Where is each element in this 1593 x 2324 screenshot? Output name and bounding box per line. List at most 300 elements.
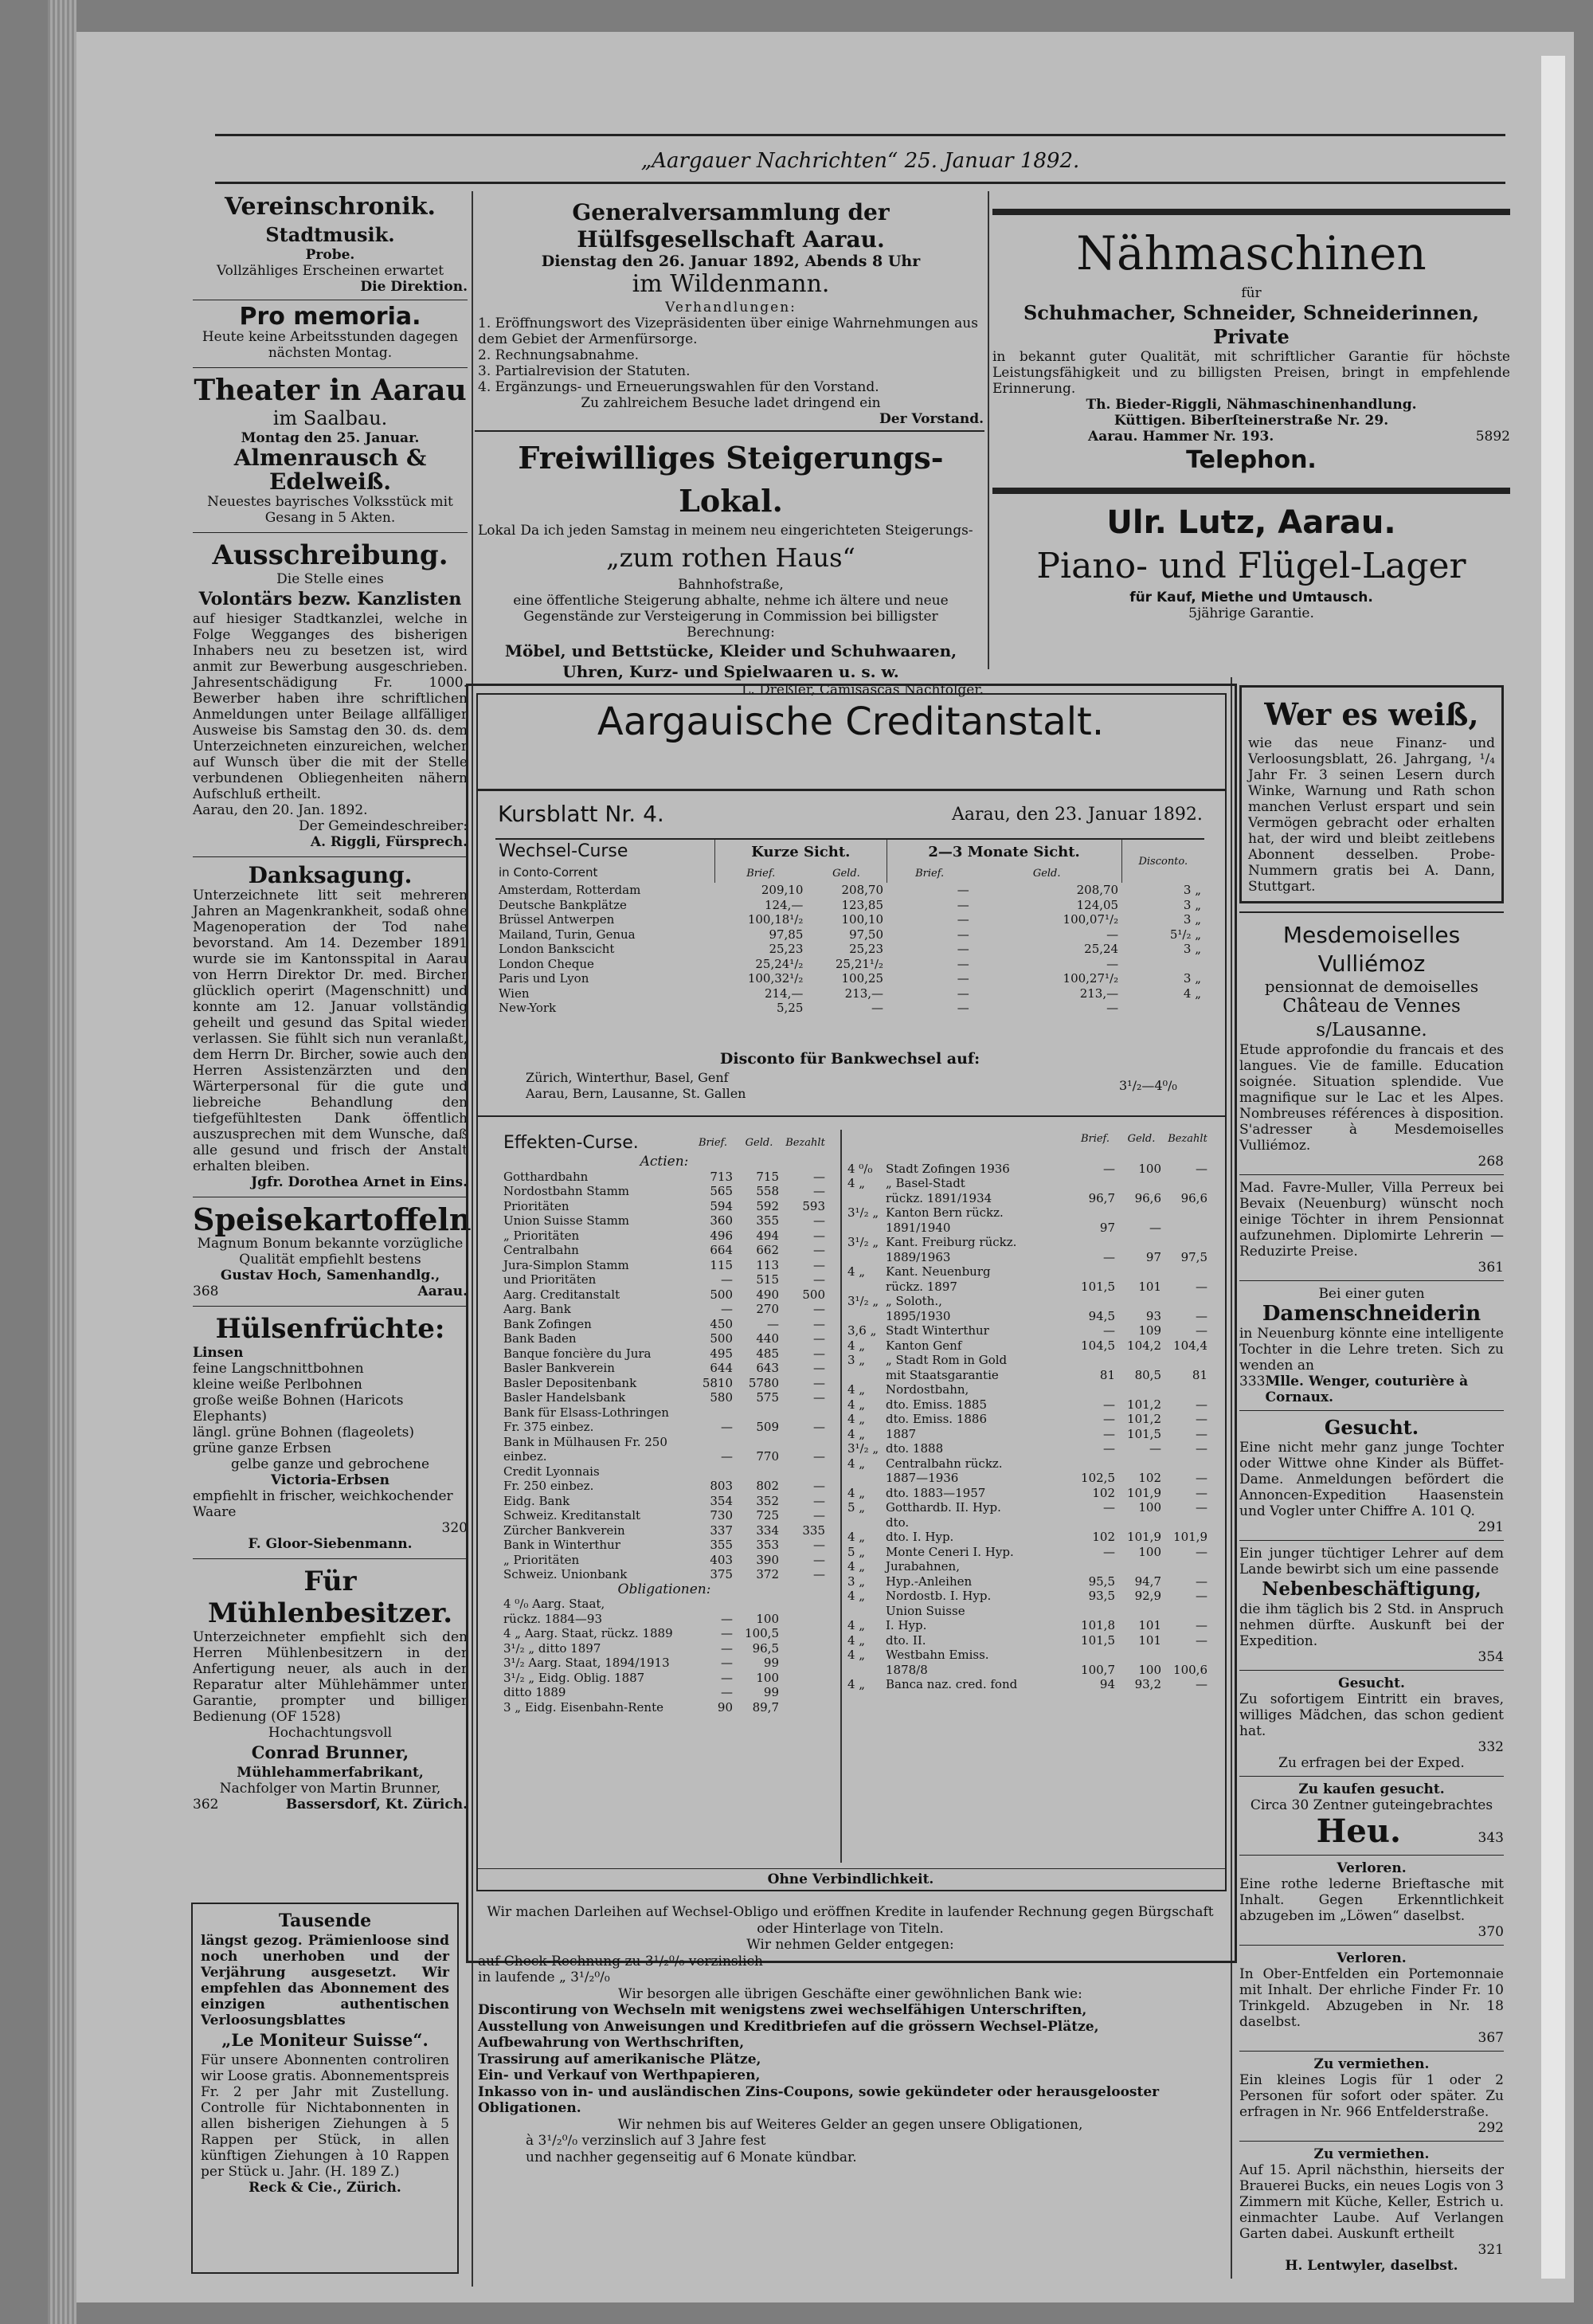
- aktien-row-cell: 490: [756, 1287, 779, 1302]
- effekten-right-row-cell: 80,5: [1134, 1367, 1161, 1382]
- wechsel-row-cell: 213,—: [1079, 986, 1119, 1001]
- aktien-row-cell: 375: [710, 1567, 733, 1581]
- wechsel-row-cell: —: [957, 986, 969, 1001]
- effekten-right-row-cell: 92,9: [1134, 1589, 1161, 1603]
- effekten-right-row-cell: 101,5: [1081, 1632, 1115, 1648]
- lutz-text: für Kauf, Miethe und Umtausch.: [1129, 590, 1373, 605]
- separator: [476, 1868, 1225, 1869]
- aktien-row-cell: 565: [710, 1184, 733, 1198]
- vermieten1-text: Ein kleines Logis für 1 oder 2 Personen für sofort oder später. Zu erfragen in Nr. 966 Entfelderstraße.: [1239, 2072, 1504, 2120]
- aktien-row-cell: —: [813, 1169, 825, 1184]
- wechsel-row: [495, 971, 1204, 986]
- aktien-row-cell: —: [721, 1272, 733, 1287]
- effekten-right-row: [844, 1618, 1211, 1633]
- aktien-rows: [500, 1170, 828, 1582]
- effekten-right-row-cell: [844, 1368, 883, 1383]
- effekten-right-row: [844, 1677, 1211, 1692]
- freiwillig-sub: Bahnhofstraße,: [678, 577, 784, 593]
- aktien-row-cell: —: [721, 1420, 733, 1434]
- huelsen-item: gelbe ganze und gebrochene: [230, 1456, 430, 1472]
- obligationen-row-cell: ditto 1889: [503, 1685, 566, 1699]
- effekten-right-row-cell: 101,2: [1127, 1397, 1161, 1412]
- effekten-right-row-cell: —: [1103, 1544, 1115, 1559]
- disconto-title: Disconto für Bankwechsel auf:: [719, 1050, 980, 1068]
- effekten-right-row-cell: Kanton Bern rückz.: [886, 1205, 1004, 1220]
- effekten-right-row: [844, 1456, 1211, 1472]
- effekten-right-row: [844, 1530, 1211, 1545]
- aktien-row-cell: Schweiz. Unionbank: [503, 1567, 628, 1581]
- effekten-right-row-cell: Nordostbahn,: [886, 1382, 969, 1397]
- aktien-label: Actien:: [640, 1154, 689, 1170]
- wechsel-row-cell: —: [957, 912, 969, 927]
- brief-header: Brief.: [1080, 1133, 1110, 1145]
- effekten-right-row-cell: 100: [1138, 1161, 1161, 1176]
- obligationen-row-cell: 3¹/₂ „ ditto 1897: [503, 1640, 601, 1656]
- effekten-right-row-cell: 104,4: [1173, 1338, 1207, 1353]
- gesucht2-text: Zu sofortigem Eintritt ein braves, williges Mädchen, das schon gedient hat.: [1239, 1691, 1504, 1739]
- vermieten1-num: 292: [1478, 2120, 1504, 2136]
- effekten-left-table-wrap: [500, 1131, 828, 1715]
- aktien-row-cell: —: [813, 1213, 825, 1228]
- effekten-right-row-cell: 100: [1138, 1544, 1161, 1559]
- danksagung-title: Danksagung.: [248, 862, 413, 888]
- wer-es-weiss-ad: [1239, 685, 1504, 903]
- aktien-row-cell: —: [813, 1449, 825, 1464]
- aktien-row: [500, 1494, 828, 1509]
- gesucht-text: Eine nicht mehr ganz junge Tochter oder Wittwe ohne Kinder als Büffet-Dame. Anmeldungen befördert die Annoncen-Expedition Haasenstein und Vogler unter Chiffre A. 101 Q.: [1239, 1440, 1504, 1519]
- aktien-row: [500, 1508, 828, 1523]
- effekten-right-row-cell: 1895/1930: [886, 1308, 951, 1323]
- probe-label: Probe.: [305, 247, 355, 263]
- effekten-right-row-cell: —: [1196, 1323, 1207, 1338]
- separator: [1239, 1540, 1504, 1541]
- aktien-row-cell: 558: [756, 1184, 779, 1198]
- aktien-row-cell: [782, 1435, 828, 1450]
- effekten-right-row-cell: —: [1149, 1220, 1161, 1235]
- huelsen-item: längl. grüne Bohnen (flageolets): [193, 1425, 415, 1440]
- heu-title: Zu kaufen gesucht.: [1298, 1781, 1445, 1797]
- effekten-right-row-cell: rückz. 1897: [886, 1279, 957, 1294]
- effekten-right-row-cell: [1118, 1515, 1164, 1530]
- aktien-row-cell: [782, 1405, 828, 1421]
- theater-title: Theater in Aarau: [194, 374, 467, 407]
- wechsel-row-cell: 5,25: [776, 1001, 804, 1015]
- effekten-right-row: [844, 1397, 1211, 1413]
- brief-header: Brief.: [915, 867, 945, 880]
- naehmaschinen-title: Nähmaschinen: [1076, 226, 1427, 280]
- effekten-right-row-cell: —: [1196, 1574, 1207, 1589]
- kurze-sicht-header: Kurze Sicht.: [715, 839, 887, 864]
- separator: [1239, 1174, 1504, 1175]
- effekten-right-row-cell: 102: [1092, 1485, 1115, 1500]
- naehmaschinen-num: 5892: [1475, 429, 1510, 445]
- effekten-right-row-cell: Union Suisse: [886, 1603, 965, 1618]
- geld-header: Geld.: [1127, 1133, 1156, 1145]
- effekten-right-row-cell: Hyp.-Anleihen: [886, 1574, 973, 1589]
- effekten-right-row-cell: Kanton Genf: [886, 1338, 962, 1353]
- darlehen-line: Discontirung von Wechseln mit wenigstens zwei wechselfähigen Unterschriften,: [478, 2002, 1087, 2018]
- naehmaschinen-sign3: Aarau. Hammer Nr. 193.: [1088, 429, 1274, 445]
- wechsel-row-cell: Amsterdam, Rotterdam: [499, 883, 641, 897]
- aktien-row-cell: —: [813, 1316, 825, 1331]
- aktien-row-cell: —: [813, 1346, 825, 1361]
- aktien-row-cell: Centralbahn: [503, 1243, 579, 1257]
- wechsel-row-cell: —: [957, 927, 969, 942]
- generalversammlung-ad: [478, 199, 984, 427]
- ausschreibung-text: auf hiesiger Stadtkanzlei, welche in Folge Wegganges des bisherigen Inhabers neu zu besetzen ist, wird anmit zur Bewerbung ausgeschrieben. Jahresentschädigung Fr. 1000. Bewerber haben ihre schriftlichen Anmeldungen unter Beilage allfälliger Ausweise bis Samstag den 30. ds. dem Unterzeichneten einzureichen, welcher auf Wunsch über die mit der Stelle verbundenen Obliegenheiten nähern Aufschluß ertheilt.: [193, 611, 468, 802]
- effekten-right-row-cell: [844, 1663, 883, 1678]
- lutz-name: Ulr. Lutz, Aarau.: [1106, 504, 1396, 541]
- vulliemoz-text: Etude approfondie du francais et des langues. Vie de famille. Education soignée. Situation splendide. Vue magnifique sur le Lac et les Alpes. Nombreuses références à disposition. S'adresser à Mesdemoiselles Vulliémoz.: [1239, 1042, 1504, 1154]
- aktien-row-cell: 355: [756, 1213, 779, 1228]
- effekten-right-row: [844, 1471, 1211, 1486]
- wechsel-row-cell: 5¹/₂ „: [1169, 927, 1201, 942]
- effekten-right-row-cell: 100,6: [1173, 1662, 1207, 1677]
- obligationen-rows: [500, 1597, 828, 1715]
- effekten-right-row-cell: —: [1196, 1618, 1207, 1632]
- gesucht2-text2: Zu erfragen bei der Exped.: [1278, 1755, 1465, 1771]
- disconto-line1: Zürich, Winterthur, Basel, Genf: [526, 1070, 729, 1085]
- wechsel-row-cell: —: [957, 1001, 969, 1015]
- effekten-left-table: [500, 1131, 828, 1715]
- aktien-row-cell: 496: [710, 1228, 733, 1243]
- effekten-right-row-cell: Stadt Winterthur: [886, 1323, 989, 1338]
- aktien-row-cell: Nordostbahn Stamm: [503, 1184, 630, 1198]
- generalversammlung-item: 4. Ergänzungs- und Erneuerungswahlen für den Vorstand.: [478, 379, 879, 395]
- vereinschronik-title: Vereinschronik.: [225, 193, 436, 221]
- effekten-right-row-cell: —: [1103, 1412, 1115, 1426]
- wechsel-row-cell: —: [1106, 1001, 1119, 1015]
- effekten-right-row-cell: [1118, 1235, 1164, 1250]
- aktien-row: [500, 1567, 828, 1582]
- obligationen-row: [500, 1597, 828, 1612]
- effekten-right-row-cell: dto.: [886, 1515, 910, 1530]
- wechsel-row: [495, 898, 1204, 913]
- effekten-right-row-cell: [1072, 1264, 1118, 1280]
- damen-pre: Bei einer guten: [1318, 1286, 1425, 1302]
- page-header-title: „Aargauer Nachrichten“ 25. Januar 1892.: [640, 149, 1080, 173]
- separator: [1239, 2141, 1504, 2142]
- effekten-right-row-cell: 4 „: [847, 1632, 866, 1648]
- aktien-row-cell: 390: [756, 1552, 779, 1567]
- effekten-right-row: [844, 1574, 1211, 1589]
- aktien-row: [500, 1302, 828, 1317]
- aktien-row-cell: 450: [710, 1316, 733, 1331]
- wechsel-row-cell: 3 „: [1183, 912, 1201, 927]
- effekten-right-row-cell: 1887—1936: [886, 1471, 959, 1485]
- wechsel-row-cell: 100,18¹/₂: [747, 912, 804, 927]
- aktien-row-cell: —: [813, 1331, 825, 1346]
- wechsel-row-cell: 25,23: [769, 942, 804, 956]
- damen-title: Damenschneiderin: [1262, 1302, 1481, 1326]
- effekten-right-row-cell: 96,6: [1180, 1190, 1207, 1205]
- effekten-right-row-cell: [844, 1221, 883, 1236]
- ausschreibung-title: Ausschreibung.: [212, 539, 448, 571]
- aktien-row-cell: 580: [710, 1390, 733, 1405]
- aktien-row: [500, 1376, 828, 1391]
- monate-sicht-header: 2—3 Monate Sicht.: [887, 839, 1121, 864]
- aktien-row-cell: Aarg. Creditanstalt: [503, 1287, 620, 1302]
- muehlen-sign3: Nachfolger von Martin Brunner,: [219, 1781, 441, 1797]
- aktien-row: [500, 1405, 828, 1421]
- effekten-right-row-cell: —: [1196, 1632, 1207, 1648]
- effekten-right-row-cell: 5 „: [847, 1544, 866, 1559]
- effekten-right-row-cell: [1118, 1294, 1164, 1309]
- effekten-right-row-cell: 3¹/₂ „: [847, 1441, 879, 1456]
- effekten-right-row-cell: 104,2: [1127, 1338, 1161, 1353]
- aktien-row: [500, 1479, 828, 1494]
- effekten-right-row-cell: —: [1196, 1161, 1207, 1176]
- separator: [193, 856, 468, 857]
- aktien-row-cell: 485: [756, 1346, 779, 1361]
- aktien-row-cell: —: [767, 1316, 779, 1331]
- separator: [1239, 2051, 1504, 2052]
- effekten-right-table-wrap: [844, 1131, 1211, 1692]
- aktien-row-cell: —: [813, 1243, 825, 1257]
- wechsel-row-cell: Paris und Lyon: [499, 971, 589, 986]
- effekten-right-row-cell: 4 „: [847, 1382, 866, 1397]
- effekten-right-row-cell: rückz. 1891/1934: [886, 1190, 992, 1205]
- effekten-right-row: [844, 1205, 1211, 1221]
- theater-text: Neuestes bayrisches Volksstück mit Gesang in 5 Akten.: [207, 494, 453, 526]
- effekten-right-row-cell: 101: [1138, 1618, 1161, 1632]
- wechsel-row-cell: 213,—: [844, 986, 884, 1001]
- aktien-row-cell: —: [813, 1552, 825, 1567]
- effekten-right-row-cell: 4 „: [847, 1648, 866, 1662]
- aktien-row-cell: —: [721, 1449, 733, 1464]
- generalversammlung-sub: Verhandlungen:: [665, 300, 796, 315]
- aktien-row-cell: 664: [710, 1243, 733, 1257]
- effekten-right-row: [844, 1280, 1211, 1295]
- aktien-row-cell: 440: [756, 1331, 779, 1346]
- aktien-row-cell: [736, 1464, 782, 1479]
- freiwillig-name: „zum rothen Haus“: [606, 543, 855, 573]
- aktien-row-cell: 713: [710, 1169, 733, 1184]
- aktien-row-cell: Banque foncière du Jura: [503, 1346, 652, 1361]
- aktien-row: [500, 1553, 828, 1568]
- separator: [992, 209, 1510, 215]
- effekten-right-row-cell: Kant. Neuenburg: [886, 1264, 991, 1279]
- effekten-right-row-cell: Kant. Freiburg rückz.: [886, 1235, 1017, 1249]
- effekten-right-row: [844, 1368, 1211, 1383]
- wechsel-row-cell: 208,70: [841, 883, 884, 897]
- effekten-right-row-cell: 101,5: [1081, 1279, 1115, 1294]
- effekten-right-rows: [844, 1162, 1211, 1692]
- effekten-right-row: [844, 1235, 1211, 1250]
- effekten-right-row: [844, 1515, 1211, 1530]
- effekten-right-row: [844, 1663, 1211, 1678]
- aktien-row-cell: Bank in Mülhausen Fr. 250: [503, 1434, 667, 1449]
- aktien-row-cell: 355: [710, 1538, 733, 1552]
- effekten-right-row-cell: 3 „: [847, 1353, 866, 1367]
- obligationen-row-cell: 99: [763, 1656, 779, 1670]
- pro-memoria-title: Pro memoria.: [239, 303, 421, 331]
- effekten-right-row-cell: 3¹/₂ „: [847, 1294, 879, 1308]
- aktien-row-cell: Eidg. Bank: [503, 1493, 570, 1508]
- wer-es-weiss-text: wie das neue Finanz- und Verloosungsblatt, 26. Jahrgang, ¹/₄ Jahr Fr. 3 seinen Lesern durch Winke, Warnung und Rath schon manchen Verlust erspart und sein Vermögen gebracht oder erhalten hat, der wird und bleibt zeitlebens Abonnent desselben. Probe-Nummern gratis bei A. Dann, Stuttgart.: [1248, 735, 1495, 895]
- favre-text: Mad. Favre-Muller, Villa Perreux bei Bevaix (Neuenburg) wünscht noch einige Töchter in ihrem Pensionnat aufzunehmen. Diplomirte Lehrerin — Reduzirte Preise.: [1239, 1180, 1504, 1260]
- wechsel-row-cell: 3 „: [1183, 971, 1201, 986]
- effekten-right-row-cell: 4 „: [847, 1397, 866, 1412]
- generalversammlung-item: 2. Rechnungsabnahme.: [478, 347, 640, 363]
- aktien-row-cell: 5810: [702, 1375, 733, 1390]
- effekten-right-row-cell: —: [1196, 1279, 1207, 1294]
- naehmaschinen-ad: [992, 209, 1510, 621]
- effekten-right-row: [844, 1221, 1211, 1236]
- effekten-right-row-cell: 95,5: [1088, 1574, 1115, 1589]
- obligationen-row: [500, 1671, 828, 1686]
- aktien-row-cell: —: [813, 1420, 825, 1434]
- aktien-row-cell: Union Suisse Stamm: [503, 1213, 630, 1228]
- wer-es-weiss-title: Wer es weiß,: [1264, 696, 1479, 732]
- effekten-right-row-cell: 93,2: [1134, 1677, 1161, 1691]
- vermieten2-sign: H. Lentwyler, daselbst.: [1285, 2258, 1458, 2274]
- aktien-row-cell: 593: [802, 1198, 825, 1213]
- brief-header: Brief.: [698, 1137, 728, 1149]
- effekten-right-row-cell: [1118, 1382, 1164, 1397]
- aktien-row-cell: 594: [710, 1198, 733, 1213]
- generalversammlung-date: Dienstag den 26. Januar 1892, Abends 8 Uhr: [541, 253, 921, 270]
- vulliemoz-sub1: pensionnat de demoiselles: [1264, 977, 1479, 996]
- wechsel-row-cell: Deutsche Bankplätze: [499, 897, 627, 912]
- favre-num: 361: [1478, 1260, 1504, 1276]
- bezahlt-header: Bezahlt: [1168, 1133, 1207, 1145]
- aktien-row-cell: 337: [710, 1523, 733, 1538]
- effekten-right-row-cell: 4 „: [847, 1559, 866, 1574]
- effekten-right-row-cell: Banca naz. cred. fond: [886, 1677, 1018, 1691]
- right-paper-margin: [1541, 56, 1565, 2279]
- obligationen-row-cell: 4 „ Aarg. Staat, rückz. 1889: [503, 1626, 673, 1640]
- wechsel-row-cell: 4 „: [1183, 986, 1201, 1001]
- aktien-row-cell: [690, 1464, 736, 1479]
- effekten-right-row-cell: —: [1196, 1426, 1207, 1441]
- speisekartoffeln-title: Speisekartoffeln: [193, 1201, 472, 1237]
- effekten-right-row: [844, 1604, 1211, 1619]
- aktien-row-cell: 644: [710, 1361, 733, 1375]
- obligationen-row-cell: rückz. 1884—93: [503, 1611, 603, 1626]
- huelsen-item: Victoria-Erbsen: [271, 1472, 389, 1488]
- effekten-right-row-cell: [1072, 1559, 1118, 1574]
- effekten-right-row-cell: 94,5: [1088, 1308, 1115, 1323]
- wechsel-row: [495, 927, 1204, 943]
- effekten-right-row-cell: —: [1196, 1412, 1207, 1426]
- freiwillig-sign: L. Dreßler, Camisascas Nachfolger.: [742, 682, 984, 698]
- disconto-header: Disconto.: [1138, 855, 1188, 868]
- effekten-right-row: [844, 1382, 1211, 1397]
- effekten-right-row-cell: 93: [1145, 1308, 1161, 1323]
- wechsel-row-cell: 3 „: [1183, 897, 1201, 912]
- gesucht-num: 291: [1478, 1519, 1504, 1535]
- effekten-right-row-cell: 100: [1138, 1662, 1161, 1677]
- effekten-right-row-cell: —: [1196, 1471, 1207, 1485]
- effekten-right-row-cell: —: [1103, 1441, 1115, 1456]
- effekten-right-row-cell: 4 „: [847, 1176, 866, 1190]
- effekten-right-row-cell: [844, 1280, 883, 1295]
- effekten-right-row-cell: 101,5: [1127, 1426, 1161, 1441]
- darlehen-text: [478, 1904, 1223, 2165]
- obligationen-row-cell: —: [721, 1670, 733, 1685]
- separator: [1239, 1855, 1504, 1856]
- muehlen-sign4: Bassersdorf, Kt. Zürich.: [285, 1797, 468, 1813]
- effekten-right-row-cell: dto. Emiss. 1886: [886, 1412, 988, 1426]
- naehmaschinen-sign2: Küttigen. Biberſteinerstraße Nr. 29.: [1114, 413, 1389, 429]
- obligationen-row-cell: 3¹/₂ „ Eidg. Oblig. 1887: [503, 1670, 645, 1685]
- wechsel-row-cell: —: [871, 1001, 884, 1015]
- huelsen-item: kleine weiße Perlbohnen: [193, 1377, 362, 1393]
- freiwillig-title: Freiwilliges Steigerungs-Lokal.: [518, 440, 944, 519]
- creditanstalt-title: Aargauische Creditanstalt.: [597, 700, 1105, 744]
- wechsel-row-cell: 25,24¹/₂: [755, 956, 804, 971]
- aktien-row: [500, 1464, 828, 1479]
- naehmaschinen-sign1: Th. Bieder-Riggli, Nähmaschinenhandlung.: [1086, 397, 1417, 413]
- verloren1-title: Verloren.: [1337, 1860, 1407, 1876]
- effekten-right-row-cell: [1072, 1515, 1118, 1530]
- effekten-right-row-cell: [1072, 1235, 1118, 1250]
- muehlen-hoch: Hochachtungsvoll: [268, 1725, 393, 1741]
- separator: [193, 1306, 468, 1307]
- aktien-row: [500, 1449, 828, 1464]
- darlehen-line: Inkasso von in- und ausländischen Zins-Coupons, sowie gekündeter oder herausgelooster Obligationen.: [478, 2083, 1160, 2116]
- gesucht-title: Gesucht.: [1324, 1416, 1419, 1439]
- aktien-row: [500, 1170, 828, 1185]
- kursblatt-label: Kursblatt Nr. 4.: [498, 801, 664, 827]
- wechsel-row-cell: 25,24: [1084, 942, 1119, 956]
- effekten-right-row-cell: Stadt Zofingen 1936: [886, 1161, 1010, 1176]
- ausschreibung-sign2: A. Riggli, Fürsprech.: [310, 834, 468, 850]
- effekten-right-row-cell: 100: [1138, 1500, 1161, 1515]
- darlehen-line: Ein- und Verkauf von Werthpapieren,: [478, 2067, 761, 2083]
- aktien-row-cell: —: [813, 1375, 825, 1390]
- darlehen-line: und nachher gegenseitig auf 6 Monate kündbar.: [526, 2149, 857, 2165]
- aktien-row: [500, 1229, 828, 1244]
- effekten-right-row-cell: [1164, 1456, 1211, 1472]
- wechsel-row-cell: 209,10: [761, 883, 804, 897]
- aktien-row: [500, 1213, 828, 1229]
- effekten-right-row: [844, 1427, 1211, 1442]
- obligationen-row-cell: 99: [763, 1685, 779, 1699]
- header-rule-top: [215, 134, 1505, 136]
- vulliemoz-title: Mesdemoiselles Vulliémoz: [1282, 922, 1461, 977]
- effekten-right-row: [844, 1500, 1211, 1515]
- vereinschronik-text: Vollzähliges Erscheinen erwartet: [216, 263, 444, 279]
- aktien-row-cell: 352: [756, 1493, 779, 1508]
- effekten-right-row: [844, 1648, 1211, 1663]
- effekten-right-row: [844, 1441, 1211, 1456]
- separator: [1239, 1410, 1504, 1411]
- effekten-right-row-cell: dto. 1888: [886, 1441, 944, 1456]
- wechsel-row-cell: —: [957, 942, 969, 956]
- aktien-row-cell: [690, 1405, 736, 1421]
- aktien-row-cell: 500: [710, 1287, 733, 1302]
- verloren2-text: In Ober-Entfelden ein Portemonnaie mit Inhalt. Der ehrliche Finder Fr. 10 Trinkgeld. Abzugeben in Nr. 18 daselbst.: [1239, 1966, 1504, 2030]
- wechsel-row-cell: 214,—: [764, 986, 804, 1001]
- aktien-row-cell: [690, 1435, 736, 1450]
- effekten-right-row-cell: [1072, 1382, 1118, 1397]
- aktien-row-cell: Schweiz. Kreditanstalt: [503, 1508, 641, 1523]
- effekten-right-row-cell: [1072, 1648, 1118, 1663]
- aktien-row-cell: „ Prioritäten: [503, 1552, 580, 1567]
- effekten-right-row-cell: [1072, 1456, 1118, 1472]
- effekten-right-row-cell: dto. I. Hyp.: [886, 1530, 954, 1544]
- effekten-right-row-cell: 3,6 „: [847, 1323, 877, 1338]
- wechsel-row-cell: 3 „: [1183, 942, 1201, 956]
- effekten-right-row-cell: —: [1196, 1485, 1207, 1500]
- aktien-row-cell: 500: [710, 1331, 733, 1346]
- effekten-right-row-cell: —: [1103, 1161, 1115, 1176]
- aktien-row-cell: Credit Lyonnais: [503, 1464, 600, 1479]
- wechsel-row-cell: London Bankscicht: [499, 942, 615, 956]
- wechsel-row-cell: 97,85: [769, 927, 804, 942]
